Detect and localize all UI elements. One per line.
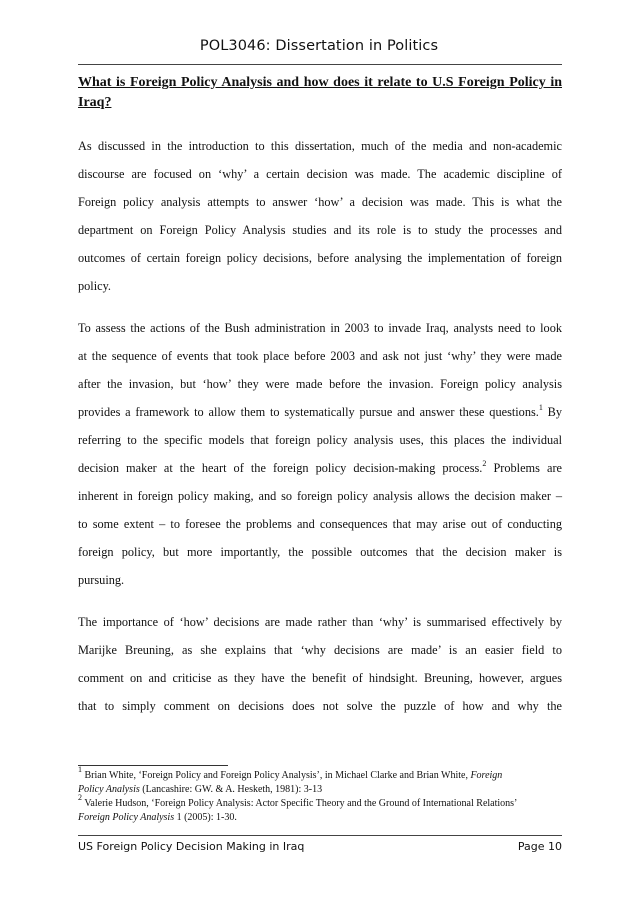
paragraph-line: comment on and criticise as they have the benefit of hindsight. Breuning, however, argues	[78, 671, 562, 685]
footnotes	[78, 765, 562, 825]
paragraph-line-with-footnote-1	[78, 398, 562, 426]
line-tail: Problems are	[486, 461, 562, 475]
footnote-text: (Lancashire: GW. & A. Hesketh, 1981): 3-13	[139, 784, 323, 795]
footnote-book-title: Foreign	[470, 770, 503, 781]
footer-divider	[78, 835, 562, 836]
footnote-ref-2[interactable]: 2	[482, 459, 487, 468]
paragraph-line: pursuing.	[78, 573, 125, 587]
paragraph-line: The importance of ‘how’ decisions are made rather than ‘why’ is summarised effectively by	[78, 615, 562, 629]
page-number: Page 10	[517, 840, 562, 853]
paragraph-line: Foreign policy analysis attempts to answer ‘how’ a decision was made. This is what the	[78, 195, 562, 209]
footnote-ref-1[interactable]: 1	[538, 403, 543, 412]
paragraph-line: policy.	[78, 279, 112, 293]
line-text: decision maker at the heart of the foreign policy decision-making process.	[78, 461, 483, 475]
footnote-number: 2	[78, 793, 82, 802]
header-divider	[78, 64, 562, 65]
paragraph-line: outcomes of certain foreign policy decisions, before analysing the implementation of foreign	[78, 251, 562, 265]
paragraph-line: Marijke Breuning, as she explains that ‘why decisions are made’ is an easier field to	[78, 643, 562, 657]
section-heading-line-2: Policy in Iraq?	[78, 75, 563, 110]
running-header: POL3046: Dissertation in Politics	[199, 38, 439, 54]
footnote-text: Brian White, ‘Foreign Policy and Foreign Policy Analysis’, in Michael Clarke and Brian White,	[82, 770, 471, 781]
paragraph-line: inherent in foreign policy making, and so foreign policy analysis allows the decision maker –	[78, 489, 562, 503]
line-tail: By	[542, 405, 562, 419]
paragraph-line: To assess the actions of the Bush administration in 2003 to invade Iraq, analysts need to look	[78, 321, 562, 335]
footnote-number: 1	[78, 765, 82, 774]
line-text: provides a framework to allow them to systematically pursue and answer these questions.	[78, 405, 539, 419]
paragraph-line: As discussed in the introduction to this dissertation, much of the media and non-academic	[78, 139, 562, 153]
section-heading-line-1: What is Foreign Policy Analysis and how does it relate to U.S Foreign	[78, 75, 505, 90]
footnote-1-line-2	[78, 783, 562, 797]
footnote-1-line-1	[78, 765, 562, 783]
paragraph-line: referring to the specific models that foreign policy analysis uses, this places the individual	[78, 433, 562, 447]
footnote-text: 1 (2005): 1-30.	[174, 812, 237, 823]
paragraph-line: foreign policy, but more importantly, the possible outcomes that the decision maker is	[78, 545, 562, 559]
paragraph-3	[78, 608, 562, 720]
footnote-journal-title: Foreign Policy Analysis	[78, 812, 175, 823]
footnote-text: Valerie Hudson, ‘Foreign Policy Analysis: Actor Specific Theory and the Ground of International Relations’	[82, 798, 518, 809]
paragraph-2	[78, 314, 562, 594]
footer-title: US Foreign Policy Decision Making in Iraq	[78, 840, 305, 853]
paragraph-line: discourse are focused on ‘why’ a certain decision was made. The academic discipline of	[78, 167, 562, 181]
footnote-2-line-2	[78, 811, 562, 825]
paragraph-line: department on Foreign Policy Analysis studies and its role is to study the processes and	[78, 223, 562, 237]
paragraph-1	[78, 132, 562, 300]
paragraph-line: at the sequence of events that took place before 2003 and ask not just ‘why’ they were made	[78, 349, 562, 363]
paragraph-line: after the invasion, but ‘how’ they were made before the invasion. Foreign policy analysis	[78, 377, 562, 391]
footnote-book-title: Policy Analysis	[78, 784, 140, 795]
section-heading	[78, 73, 562, 113]
page-body	[78, 73, 562, 734]
footnote-separator	[78, 765, 228, 766]
paragraph-line-with-footnote-2	[78, 454, 562, 482]
paragraph-line: to some extent – to foresee the problems and consequences that may arise out of conducting	[78, 517, 562, 531]
footnote-2-line-1	[78, 793, 562, 811]
paragraph-line: that to simply comment on decisions does not solve the puzzle of how and why the	[78, 699, 562, 713]
